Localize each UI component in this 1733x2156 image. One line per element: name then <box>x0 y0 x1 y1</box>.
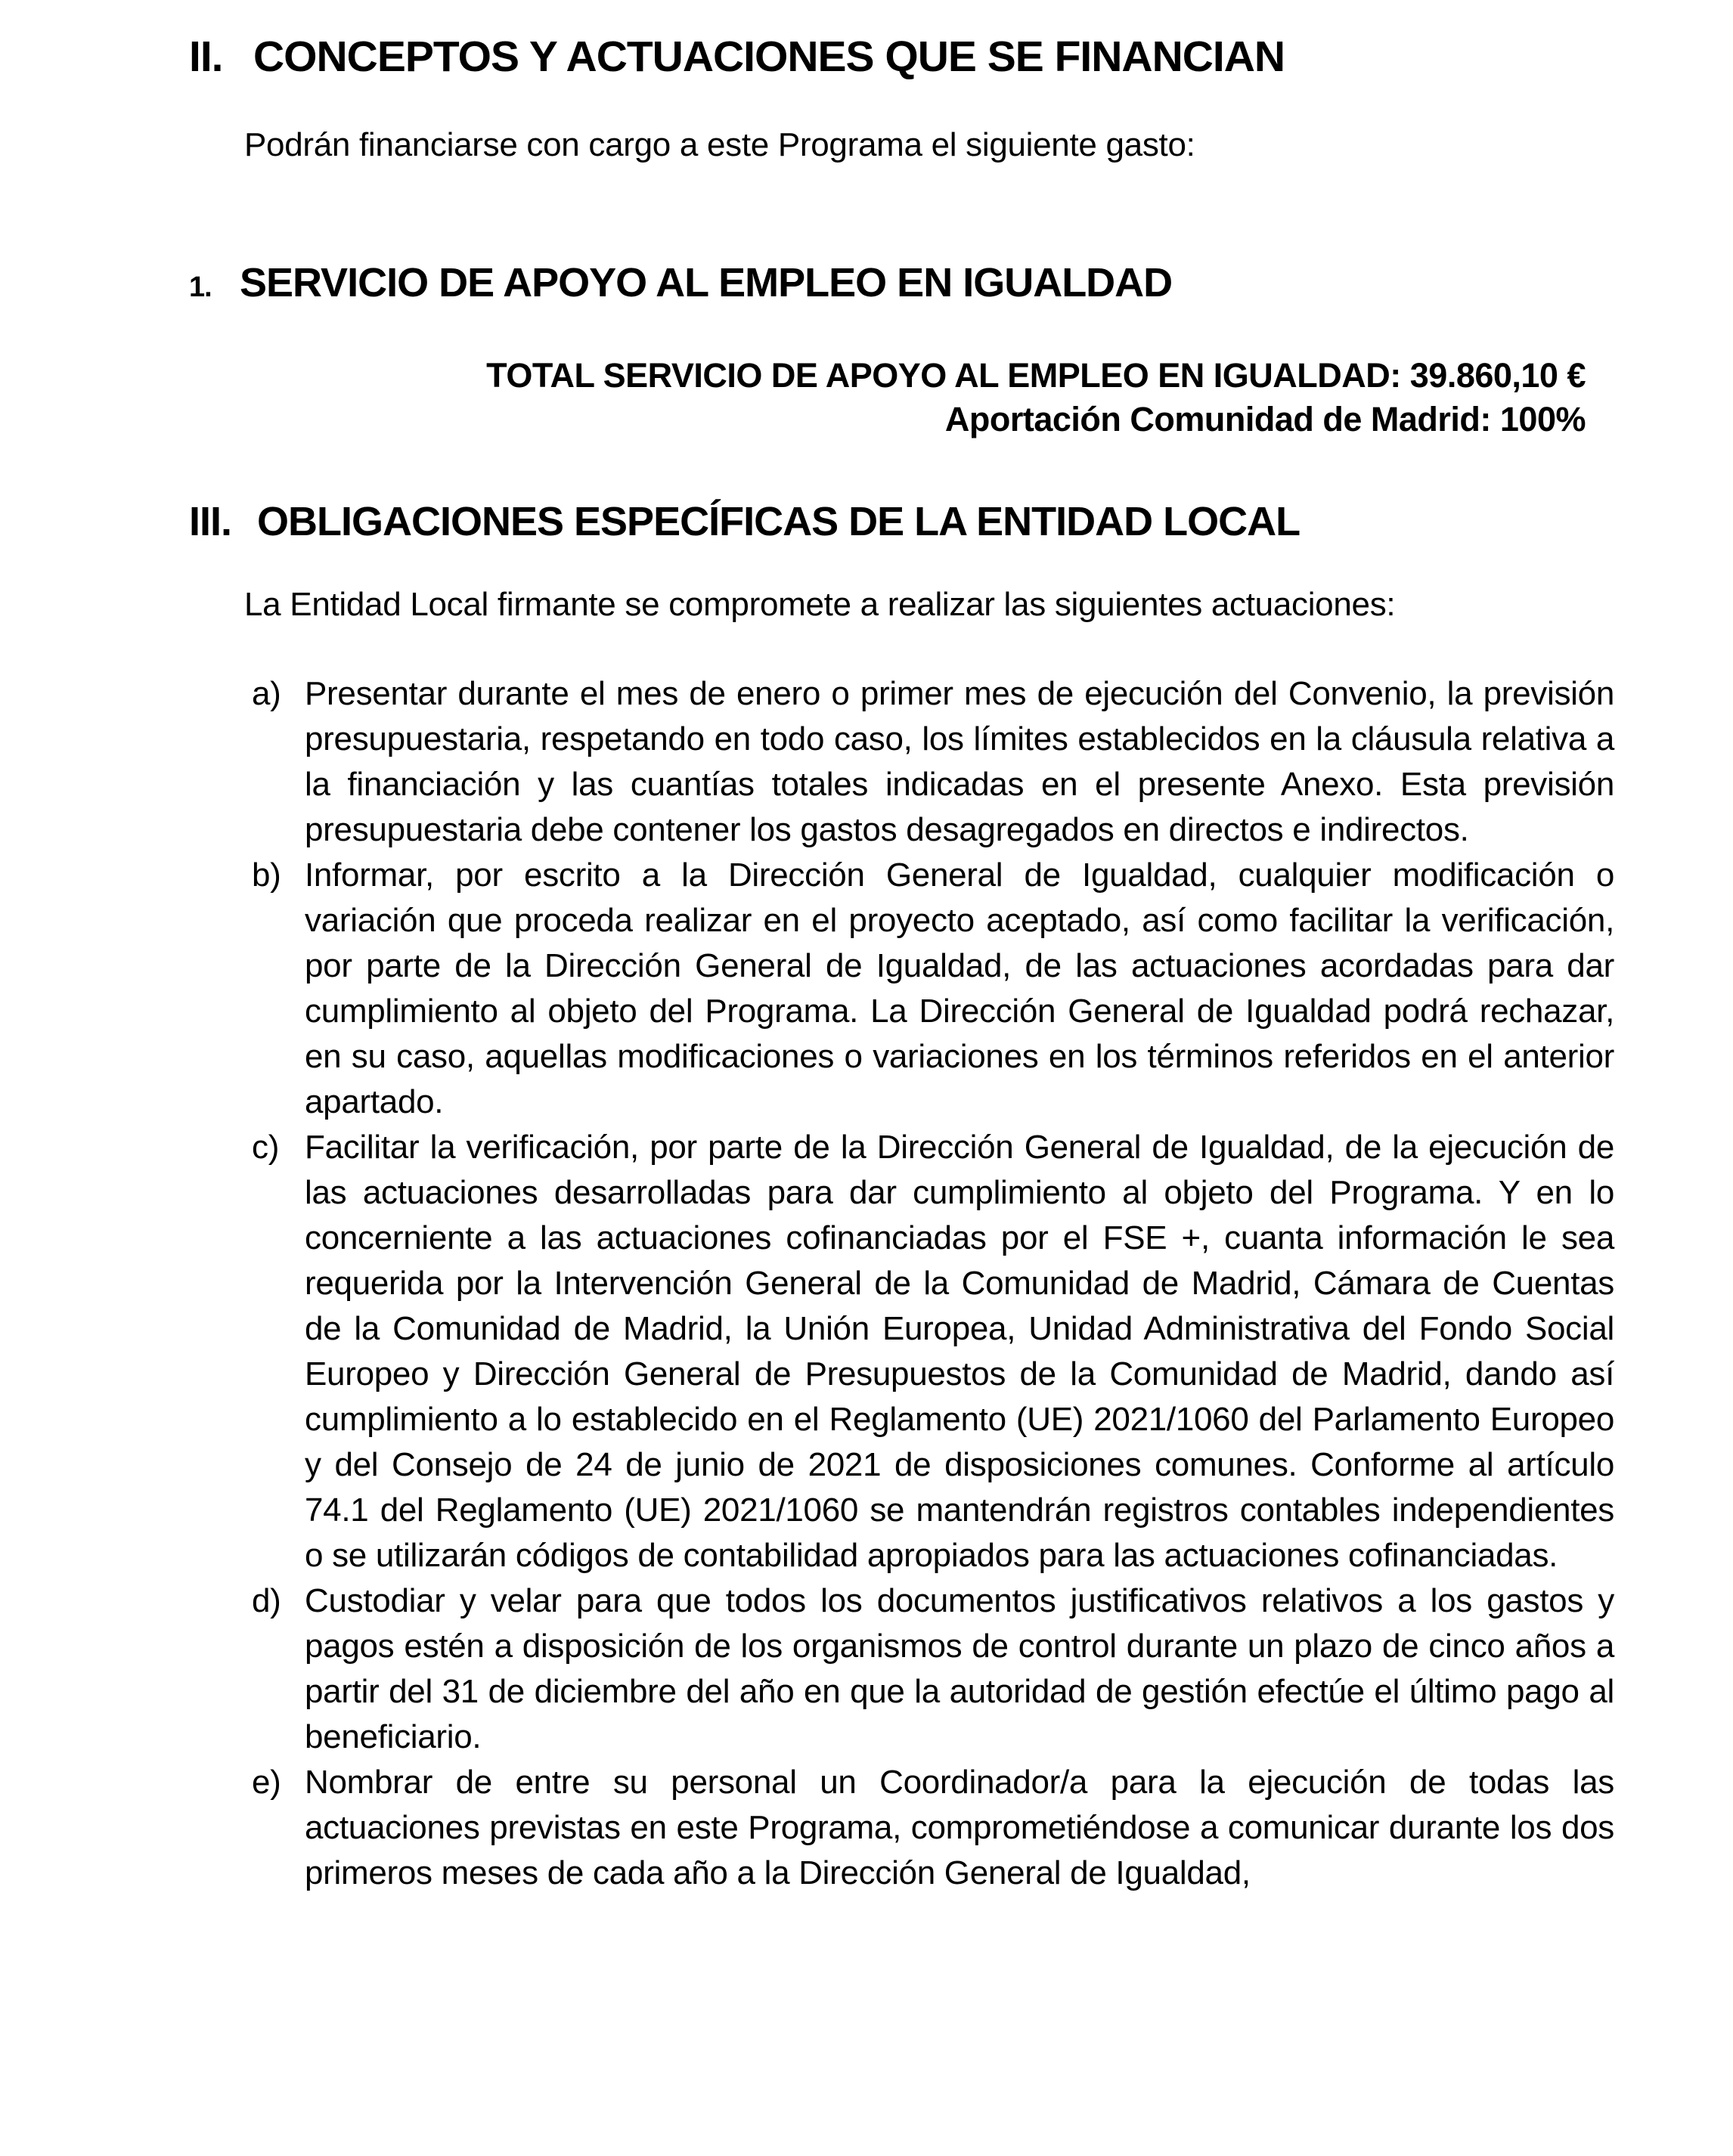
obligation-label-b: b) <box>252 857 281 894</box>
financing-total-line: TOTAL SERVICIO DE APOYO AL EMPLEO EN IGUALDAD: 39.860,10 € <box>486 356 1586 395</box>
obligation-text-a: Presentar durante el mes de enero o primer mes de ejecución del Convenio, la previsión presupuestaria, respetando en todo caso, los límites establecidos en la cláusula relativa a la financiación y las cuantías totales indicadas en el presente Anexo. Esta previsión presupuestaria debe contener los gastos desagregados en directos e indirectos. <box>305 675 1614 848</box>
obligation-item-b <box>244 853 1614 1125</box>
obligation-text-b: Informar, por escrito a la Dirección General de Igualdad, cualquier modificación o variación que proceda realizar en el proyecto aceptado, así como facilitar la verificación, por parte de la Dirección General de Igualdad, de las actuaciones acordadas para dar cumplimiento al objeto del Programa. La Dirección General de Igualdad podrá rechazar, en su caso, aquellas modificaciones o variaciones en los términos referidos en el anterior apartado. <box>305 857 1614 1120</box>
obligation-label-a: a) <box>252 675 281 712</box>
obligation-label-d: d) <box>252 1582 281 1619</box>
obligation-item-a <box>244 671 1614 853</box>
section-heading-ii <box>189 30 1614 83</box>
financing-contribution-line: Aportación Comunidad de Madrid: 100% <box>944 400 1586 438</box>
obligation-item-c <box>244 1125 1614 1578</box>
obligation-text-e: Nombrar de entre su personal un Coordinador/a para la ejecución de todas las actuaciones previstas en este Programa, comprometiéndose a comunicar durante los dos primeros meses de cada año a la Dirección General de Igualdad, <box>305 1764 1614 1891</box>
financing-block <box>189 354 1586 441</box>
obligations-list <box>244 671 1614 1896</box>
obligation-text-c: Facilitar la verificación, por parte de la Dirección General de Igualdad, de la ejecución de las actuaciones desarrolladas para dar cumplimiento al objeto del Programa. Y en lo concerniente a las actuaciones cofinanciadas por el FSE +, cuanta información le sea requerida por la Intervención General de la Comunidad de Madrid, Cámara de Cuentas de la Comunidad de Madrid, la Unión Europea, Unidad Administrativa del Fondo Social Europeo y Dirección General de Presupuestos de la Comunidad de Madrid, dando así cumplimiento a lo establecido en el Reglamento (UE) 2021/1060 del Parlamento Europeo y del Consejo de 24 de junio de 2021 de disposiciones comunes. Conforme al artículo 74.1 del Reglamento (UE) 2021/1060 se mantendrán registros contables independientes o se utilizarán códigos de contabilidad apropiados para las actuaciones cofinanciadas. <box>305 1129 1614 1574</box>
intro-paragraph: Podrán financiarse con cargo a este Programa el siguiente gasto: <box>244 126 1195 163</box>
subsection-heading-1 <box>189 259 1614 311</box>
section-heading-iii <box>189 497 1614 546</box>
section-heading-iii-number: III. <box>189 499 232 544</box>
section-heading-iii-title: OBLIGACIONES ESPECÍFICAS DE LA ENTIDAD LOCAL <box>257 499 1301 544</box>
section-heading-ii-title: CONCEPTOS Y ACTUACIONES QUE SE FINANCIAN <box>253 33 1285 81</box>
obligation-item-d <box>244 1578 1614 1760</box>
obligation-label-e: e) <box>252 1764 281 1801</box>
obligation-item-e <box>244 1760 1614 1896</box>
obligations-intro-paragraph: La Entidad Local firmante se compromete a realizar las siguientes actuaciones: <box>244 586 1396 623</box>
obligation-text-d: Custodiar y velar para que todos los documentos justificativos relativos a los gastos y pagos estén a disposición de los organismos de control durante un plazo de cinco años a partir del 31 de diciembre del año en que la autoridad de gestión efectúe el último pago al beneficiario. <box>305 1582 1614 1755</box>
obligation-label-c: c) <box>252 1129 280 1166</box>
subsection-heading-1-title: SERVICIO DE APOYO AL EMPLEO EN IGUALDAD <box>240 260 1173 305</box>
subsection-heading-1-number: 1. <box>189 271 212 303</box>
section-heading-ii-number: II. <box>189 33 223 81</box>
